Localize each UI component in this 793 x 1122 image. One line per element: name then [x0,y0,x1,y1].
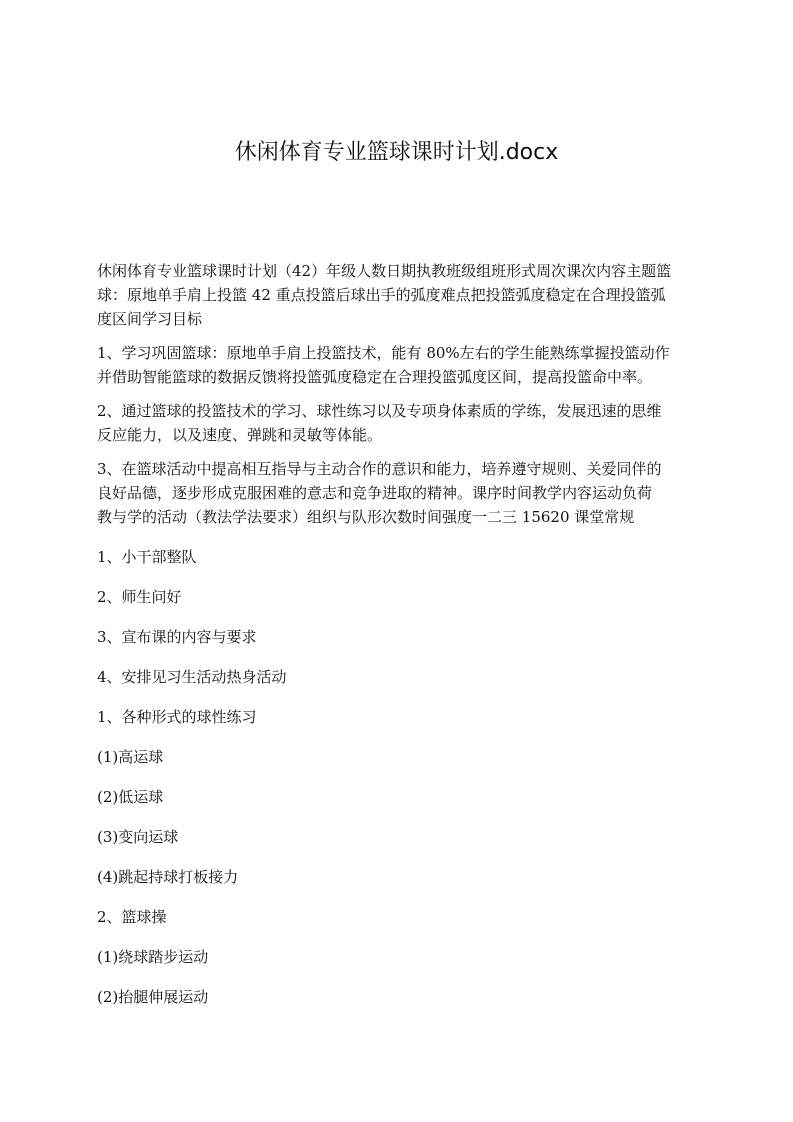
text-line: 3、在篮球活动中提高相互指导与主动合作的意识和能力，培养遵守规则、关爱同伴的 [97,460,662,478]
text-line: 反应能力，以及速度、弹跳和灵敏等体能。 [97,426,383,444]
text-line: 1、学习巩固篮球：原地单手肩上投篮技术，能有 80%左右的学生能熟练掌握投篮动作 [97,344,670,362]
list-item: 1、小干部整队 [97,548,197,566]
text-line: 休闲体育专业篮球课时计划（42）年级人数日期执教班级组班形式周次课次内容主题篮 [97,262,672,280]
list-item: 2、师生问好 [97,588,182,606]
text-line: 2、通过篮球的投篮技术的学习、球性练习以及专项身体素质的学练，发展迅速的思维 [97,402,662,420]
text-line: 并借助智能篮球的数据反馈将投篮弧度稳定在合理投篮弧度区间，提高投篮命中率。 [97,368,653,386]
text-line: 教与学的活动（教法学法要求）组织与队形次数时间强度一二三 15620 课堂常规 [97,508,635,526]
list-item: 1、各种形式的球性练习 [97,708,257,726]
list-item: (1)高运球 [97,748,164,766]
list-item: 2、篮球操 [97,908,167,926]
list-item: 4、安排见习生活动热身活动 [97,668,287,686]
list-item: (4)跳起持球打板接力 [97,868,239,886]
list-item: 3、宣布课的内容与要求 [97,628,257,646]
objective-paragraph-2 [97,399,707,447]
intro-paragraph [97,259,707,331]
objective-paragraph-3 [97,457,707,529]
text-line: 度区间学习目标 [97,310,203,328]
list-item: (1)绕球踏步运动 [97,948,209,966]
objective-paragraph-1 [97,341,707,389]
text-line: 良好品德，逐步形成克服困难的意志和竞争进取的精神。课序时间教学内容运动负荷 [97,484,653,502]
list-item: (2)低运球 [97,788,164,806]
list-item: (2)抬腿伸展运动 [97,988,209,1006]
document-title: 休闲体育专业篮球课时计划.docx [234,140,559,165]
document-body [97,259,707,1025]
text-line: 球：原地单手肩上投篮 42 重点投篮后球出手的弧度难点把投篮弧度稳定在合理投篮弧 [97,286,666,304]
list-item: (3)变向运球 [97,828,179,846]
